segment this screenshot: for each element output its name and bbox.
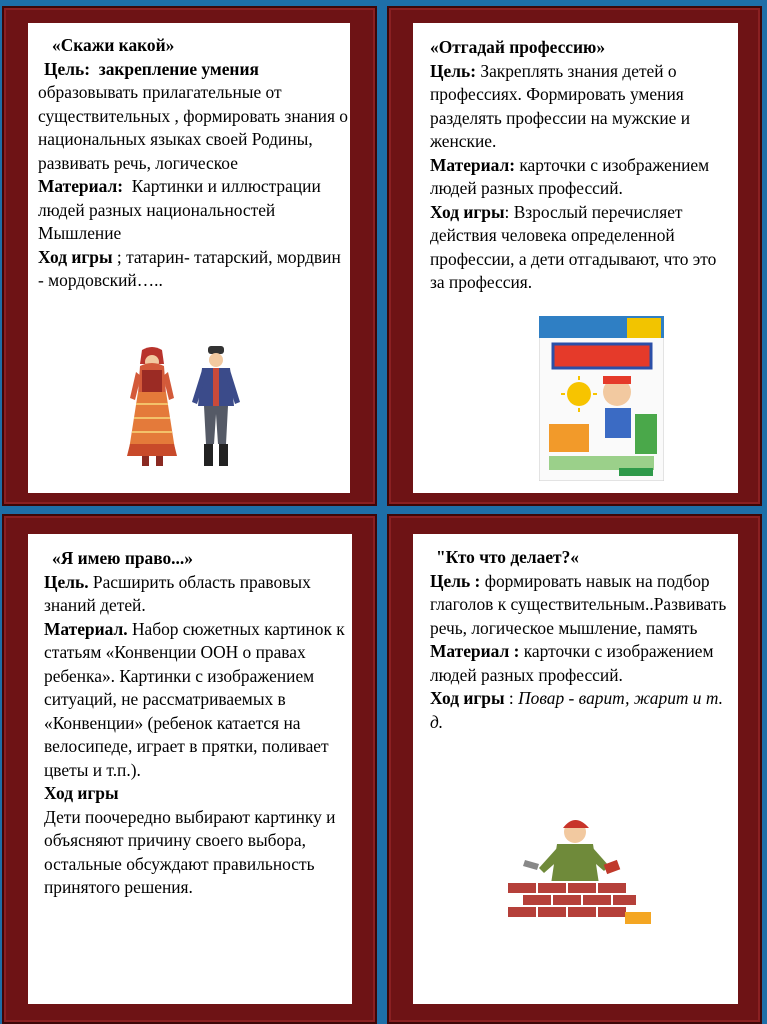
man-figure bbox=[192, 346, 240, 466]
course-text: : Взрослый перечисляет действия человека определенной профессии, а дети отгадывают, что это за профессия. bbox=[430, 201, 717, 292]
course-text: Дети поочередно выбирают картинку и объясняют причину своего выбора, остальные обсуждают правильность принятого решения. bbox=[44, 806, 336, 897]
tatar-couple-illustration bbox=[112, 344, 262, 479]
course-label: Ход игры bbox=[38, 246, 113, 267]
game-card-ya-imeyu-pravo bbox=[2, 514, 377, 1024]
professions-book-cover bbox=[539, 316, 664, 481]
card-title: «Скажи какой» bbox=[52, 35, 175, 55]
goal-label: Цель. bbox=[44, 571, 89, 592]
game-card-otgaday-professiyu bbox=[387, 6, 762, 506]
goal-text: формировать навык на подбор глаголов к существительным..Развивать речь, логическое мышление, память bbox=[430, 570, 727, 638]
material-text: карточки с изображением людей разных профессий. bbox=[430, 154, 710, 198]
goal-text: Расширить область правовых знаний детей. bbox=[44, 571, 311, 615]
material-label: Материал: bbox=[430, 154, 516, 175]
card-title: "Кто что делает?« bbox=[436, 547, 579, 567]
game-card-skazhi-kakoy bbox=[2, 6, 377, 506]
goal-text-bold: закрепление умения bbox=[98, 58, 259, 79]
material-label: Материал. bbox=[44, 618, 128, 639]
course-label: Ход игры bbox=[430, 688, 505, 708]
card-text bbox=[430, 546, 735, 734]
card-text bbox=[430, 36, 735, 295]
material-text: Картинки и иллюстрации людей разных национальностей bbox=[38, 176, 321, 220]
goal-label: Цель: bbox=[44, 58, 90, 79]
card-text bbox=[38, 34, 348, 293]
card-text bbox=[44, 547, 349, 900]
bricklayer-illustration bbox=[497, 810, 657, 930]
material-extra: Мышление bbox=[38, 223, 122, 243]
material-label: Материал: bbox=[38, 176, 124, 196]
card-title: «Я имею право...» bbox=[52, 548, 193, 568]
material-text: карточки с изображением людей разных профессий. bbox=[430, 641, 714, 685]
goal-label: Цель: bbox=[430, 60, 476, 81]
goal-text: Закреплять знания детей о профессиях. Формировать умения разделять профессии на мужские и женские. bbox=[430, 60, 691, 151]
goal-text: образовывать прилагательные от существительных , формировать знания о национальных языках своей Родины, развивать речь, логическое bbox=[38, 82, 348, 173]
material-label: Материал : bbox=[430, 641, 520, 661]
goal-label: Цель : bbox=[430, 570, 481, 591]
course-label: Ход игры bbox=[44, 783, 119, 803]
course-text: ; татарин- татарский, мордвин - мордовский….. bbox=[38, 246, 341, 290]
woman-figure bbox=[127, 347, 177, 466]
card-title: «Отгадай профессию» bbox=[430, 37, 606, 57]
course-example: Повар - варит, жарит и т. д. bbox=[430, 688, 723, 732]
game-card-kto-chto-delaet bbox=[387, 514, 762, 1024]
course-label: Ход игры bbox=[430, 201, 505, 222]
course-text: : bbox=[508, 688, 514, 708]
material-text: Набор сюжетных картинок к статьям «Конвенции ООН о правах ребенка». Картинки с изображением ситуаций, не рассматриваемых в «Конвенции» (ребенок катается на велосипеде, играет в прятки, поливает цветы и т.п.). bbox=[44, 618, 345, 780]
